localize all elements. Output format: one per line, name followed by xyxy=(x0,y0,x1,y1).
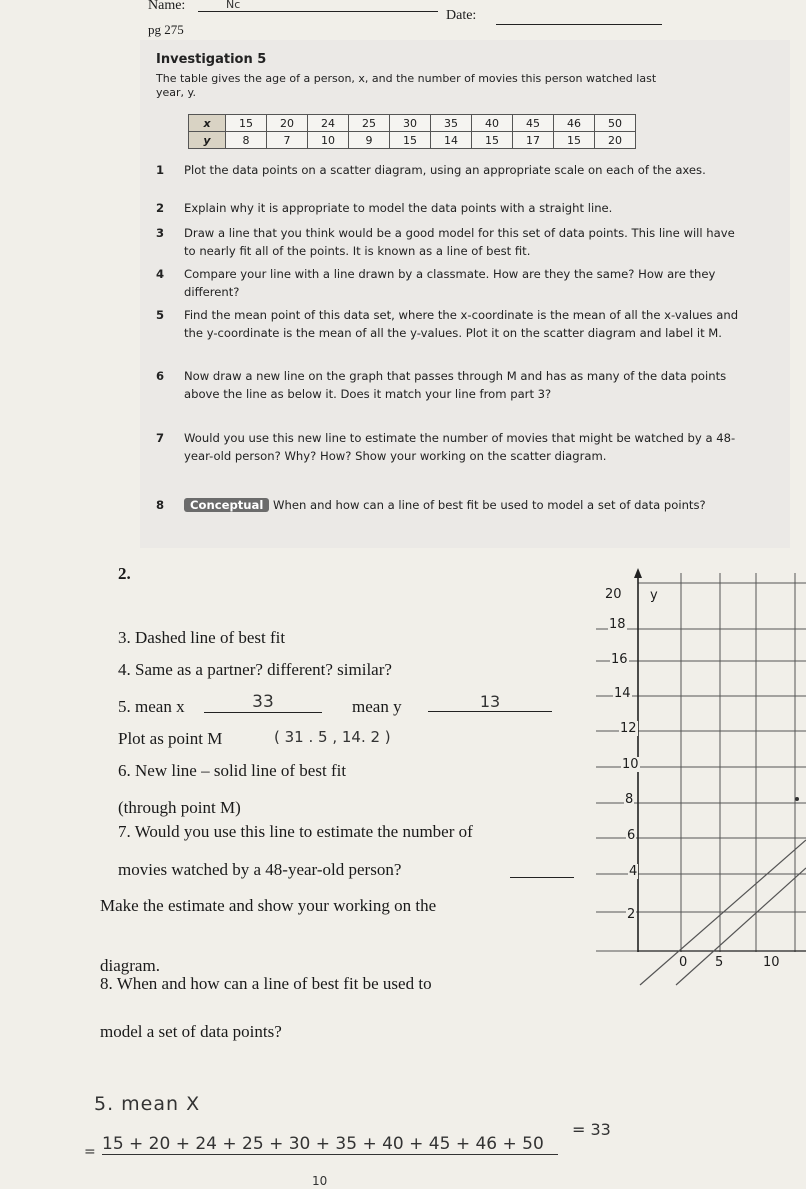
question-5: 5 Find the mean point of this data set, where the x-coordinate is the mean of all the x-values and the y-coordinate is the mean of all the y-values. Plot it on the scatter diagram and label it M. xyxy=(156,308,739,340)
item-3: 3. Dashed line of best fit xyxy=(118,628,286,647)
y-tick-label: 10 xyxy=(622,757,639,772)
work-denominator: 10 xyxy=(312,1174,328,1188)
item-7-line-3: Make the estimate and show your working on the xyxy=(100,896,437,915)
table-cell: 17 xyxy=(513,132,554,149)
y-tick-label: 6 xyxy=(627,828,636,843)
table-cell: 8 xyxy=(226,132,267,149)
table-cell: 40 xyxy=(472,115,513,132)
y-tick-label: 18 xyxy=(609,617,626,632)
work-title: 5. mean X xyxy=(94,1093,201,1115)
item-7-line-4: diagram. xyxy=(100,956,160,975)
name-value: Nc xyxy=(198,0,438,12)
y-tick-label: 8 xyxy=(625,792,634,807)
y-axis-label: y xyxy=(650,588,658,603)
plot-point-label: Plot as point M xyxy=(118,729,223,748)
table-header-y: y xyxy=(189,132,226,149)
mean-y-answer: 13 xyxy=(428,692,552,712)
dot-marker xyxy=(795,797,799,801)
question-3: 3 Draw a line that you think would be a good model for this set of data points. This line will have to nearly fit all of the points. It is known as a line of best fit. xyxy=(156,226,735,258)
conceptual-badge: Conceptual xyxy=(184,498,269,512)
name-label: Name: xyxy=(148,0,186,13)
y-tick-label: 12 xyxy=(620,721,637,736)
page-ref: pg 275 xyxy=(148,22,184,37)
item-8-line-1: 8. When and how can a line of best fit be used to xyxy=(100,974,432,993)
table-cell: 20 xyxy=(267,115,308,132)
x-tick-label: 5 xyxy=(715,955,724,970)
table-cell: 35 xyxy=(431,115,472,132)
work-equals: = xyxy=(84,1144,96,1160)
investigation-intro: The table gives the age of a person, x, and the number of movies this person watched last year, y. xyxy=(156,72,657,99)
y-axis-arrow xyxy=(634,568,642,578)
table-cell: 30 xyxy=(390,115,431,132)
item-5-mean-y-label: mean y xyxy=(352,697,402,716)
question-4: 4 Compare your line with a line drawn by a classmate. How are they the same? How are they different? xyxy=(156,267,716,299)
y-tick-label: 20 xyxy=(605,587,622,602)
table-cell: 45 xyxy=(513,115,554,132)
date-label: Date: xyxy=(446,8,477,23)
table-cell: 15 xyxy=(554,132,595,149)
item-6-line-2: (through point M) xyxy=(118,798,241,817)
table-cell: 15 xyxy=(390,132,431,149)
work-result: = 33 xyxy=(572,1120,611,1139)
table-cell: 14 xyxy=(431,132,472,149)
table-cell: 7 xyxy=(267,132,308,149)
question-8: 8 Conceptual When and how can a line of best fit be used to model a set of data points? xyxy=(156,498,706,512)
mean-x-answer: 33 xyxy=(204,692,322,713)
table-cell: 50 xyxy=(595,115,636,132)
item-7-line-2: movies watched by a 48-year-old person? xyxy=(118,860,402,879)
table-cell: 25 xyxy=(349,115,390,132)
question-7: 7 Would you use this new line to estimate the number of movies that might be watched by a 48-year-old person? Why? How? Show your working on the scatter diagram. xyxy=(156,431,736,463)
table-cell: 24 xyxy=(308,115,349,132)
table-cell: 46 xyxy=(554,115,595,132)
table-cell: 15 xyxy=(226,115,267,132)
table-cell: 9 xyxy=(349,132,390,149)
work-sum: 15 + 20 + 24 + 25 + 30 + 35 + 40 + 45 + 46 + 50 xyxy=(102,1134,558,1155)
table-cell: 10 xyxy=(308,132,349,149)
table-cell: 20 xyxy=(595,132,636,149)
item-5-mean-x-label: 5. mean x xyxy=(118,697,185,716)
item-4: 4. Same as a partner? different? similar? xyxy=(118,660,392,679)
x-tick-label: 10 xyxy=(763,955,780,970)
item-2: 2. xyxy=(118,564,131,583)
item-8-line-2: model a set of data points? xyxy=(100,1022,282,1041)
item-6-line-1: 6. New line – solid line of best fit xyxy=(118,761,347,780)
table-cell: 15 xyxy=(472,132,513,149)
item-7-line-1: 7. Would you use this line to estimate the number of xyxy=(118,822,473,841)
y-tick-label: 4 xyxy=(629,864,638,879)
question-1: 1 Plot the data points on a scatter diagram, using an appropriate scale on each of the axes. xyxy=(156,163,706,177)
y-tick-label: 2 xyxy=(627,907,636,922)
question-6: 6 Now draw a new line on the graph that passes through M and has as many of the data points above the line as below it. Does it match your line from part 3? xyxy=(156,369,727,401)
x-tick-label: 0 xyxy=(679,955,688,970)
y-tick-label: 14 xyxy=(614,686,631,701)
question-2: 2 Explain why it is appropriate to model the data points with a straight line. xyxy=(156,201,613,215)
second-line xyxy=(676,868,806,985)
investigation-title: Investigation 5 xyxy=(156,52,267,67)
plot-point-answer: ( 31 . 5 , 14. 2 ) xyxy=(274,728,391,746)
table-header-x: x xyxy=(189,115,226,132)
y-tick-label: 16 xyxy=(611,652,628,667)
